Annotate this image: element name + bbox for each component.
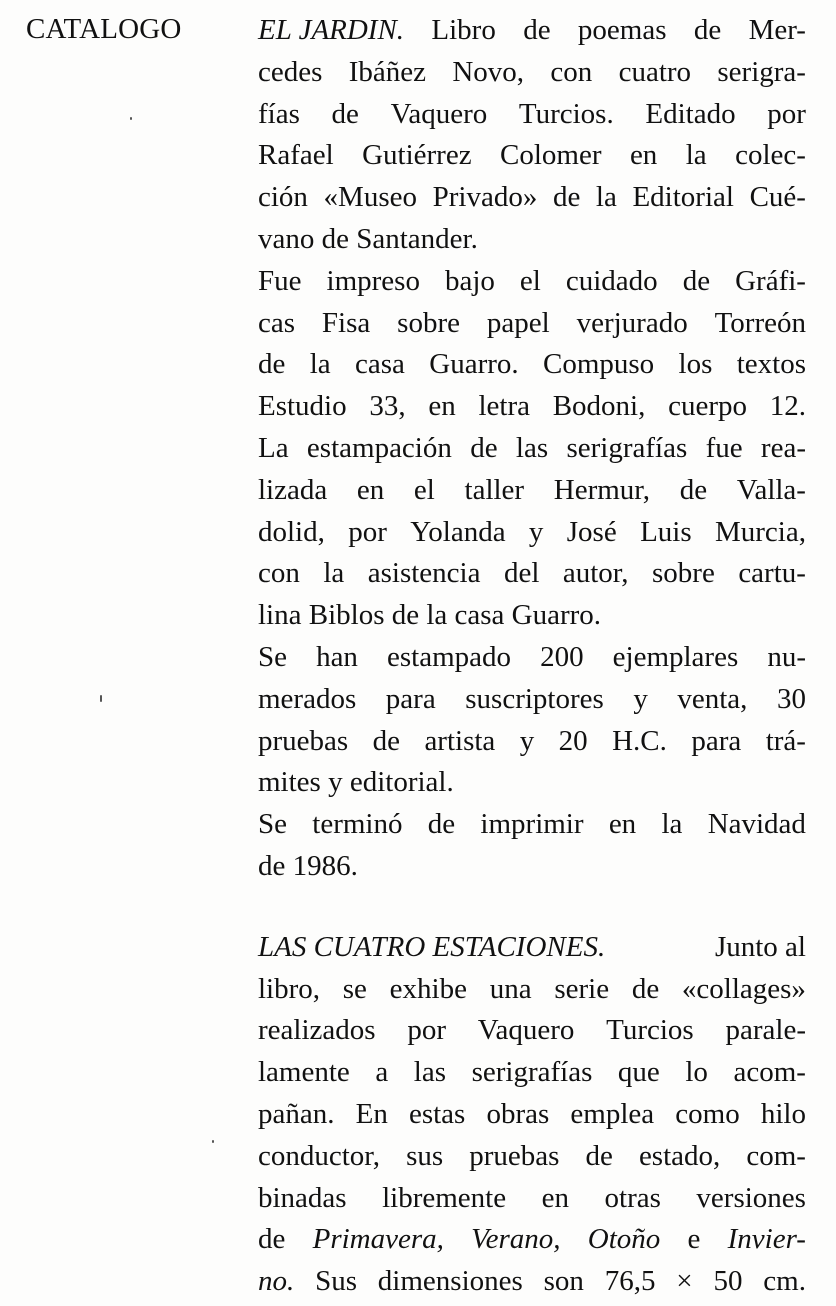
season-title: no. [258,1265,295,1298]
text-line: Estudio 33, en letra Bodoni, cuerpo 12. [258,390,806,423]
text-line: conductor, sus pruebas de estado, com- [258,1139,806,1172]
entry-el-jardin [258,10,806,888]
text-line: cedes Ibáñez Novo, con cuatro serigra- [258,55,806,88]
scan-speck [130,117,132,120]
text-line: ción «Museo Privado» de la Editorial Cué- [258,181,806,214]
text-line: pruebas de artista y 20 H.C. para trá- [258,724,806,757]
text-line: binadas libremente en otras versiones [258,1181,806,1214]
text-line: Rafael Gutiérrez Colomer en la colec- [258,139,806,172]
catalog-text-column [258,10,806,1303]
text-line: La estampación de las serigrafías fue rea- [258,431,806,464]
text-line: lina Biblos de la casa Guarro. [258,599,602,632]
text-line: EL JARDIN. Libro de poemas de Mer- [258,10,806,52]
text-line: de la casa Guarro. Compuso los textos [258,348,806,381]
text-line: vano de Santander. [258,222,478,255]
text-line: mites y editorial. [258,766,454,799]
text-line: no. Sus dimensiones son 76,5 × 50 cm. [258,1261,806,1303]
season-title: Otoño [587,1223,661,1256]
text-line: merados para suscriptores y venta, 30 [258,682,806,715]
scan-speck [212,1140,214,1143]
scan-speck [100,695,102,702]
text-line: de Primavera, Verano, Otoño e Invier- [258,1219,806,1261]
text-line: libro, se exhibe una serie de «collages» [258,972,806,1005]
text-line: LAS CUATRO ESTACIONES. Junto al [258,927,806,969]
text-line: dolid, por Yolanda y José Luis Murcia, [258,515,806,548]
text-line: cas Fisa sobre papel verjurado Torreón [258,306,806,339]
season-title: Verano, [471,1223,561,1256]
season-title: Primavera, [312,1223,444,1256]
text-line: lamente a las serigrafías que lo acom- [258,1056,806,1089]
text-line: Fue impreso bajo el cuidado de Gráfi- [258,264,806,297]
text-line: pañan. En estas obras emplea como hilo [258,1097,806,1130]
entry-separator [258,888,806,927]
book-title: LAS CUATRO ESTACIONES. [258,930,606,963]
text-line: con la asistencia del autor, sobre cartu- [258,557,806,590]
section-heading: CATALOGO [26,13,182,45]
text-line: fías de Vaquero Turcios. Editado por [258,97,806,130]
text-line: de 1986. [258,849,358,882]
text-line: Se terminó de imprimir en la Navidad [258,808,806,841]
entry-las-cuatro-estaciones [258,927,806,1303]
text-line: lizada en el taller Hermur, de Valla- [258,473,806,506]
season-title: Invier- [727,1223,806,1256]
text-line: Se han estampado 200 ejemplares nu- [258,640,806,673]
book-title: EL JARDIN. [258,14,405,46]
text-line: realizados por Vaquero Turcios parale- [258,1014,806,1047]
